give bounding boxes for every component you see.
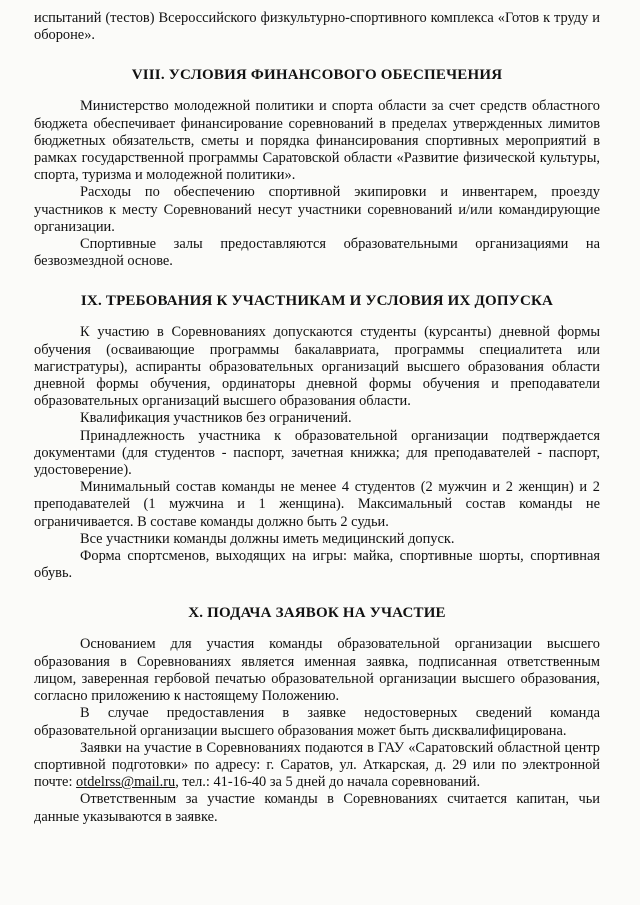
section-9-paragraph: К участию в Соревнованиях допускаются студенты (курсанты) дневной формы обучения (осваивающие программы бакалавриата, программы специалитета или магистратуры), аспиранты образовательных организаций высшего образования области дневной формы обучения, ординаторы дневной формы обучения и преподаватели образовательных организаций высшего образования области. bbox=[34, 324, 600, 410]
section-9-paragraph: Минимальный состав команды не менее 4 студентов (2 мужчин и 2 женщин) и 2 преподавателей (1 мужчина и 1 женщина). Максимальный состав команды не ограничивается. В составе команды должно быть 2 судьи. bbox=[34, 479, 600, 530]
email-link[interactable]: otdelrss@mail.ru bbox=[76, 774, 176, 791]
section-10-paragraph: В случае предоставления в заявке недостоверных сведений команда образовательной организации высшего образования может быть дисквалифицирована. bbox=[34, 705, 600, 739]
section-10-title: X. ПОДАЧА ЗАЯВОК НА УЧАСТИЕ bbox=[188, 605, 446, 622]
intro-continuation: испытаний (тестов) Всероссийского физкультурно-спортивного комплекса «Готов к труду и обороне». bbox=[34, 10, 600, 44]
section-9-paragraph: Все участники команды должны иметь медицинский допуск. bbox=[80, 530, 455, 547]
section-8-paragraph: Расходы по обеспечению спортивной экипировки и инвентарем, проезду участников к месту Соревнований несут участники соревнований и/или командирующие организации. bbox=[34, 184, 600, 235]
applications-paragraph bbox=[34, 740, 600, 792]
section-9-paragraph: Принадлежность участника к образовательной организации подтверждается документами (для студентов - паспорт, зачетная книжка; для преподавателей - паспорт, удостоверение). bbox=[34, 427, 600, 479]
applications-text: Заявки на участие в Соревнованиях подаются в ГАУ «Саратовский областной центр спортивной подготовки» по адресу: г. Саратов, ул. Аткарская, д. 29 или по электронной почте: bbox=[34, 739, 600, 791]
section-9-paragraph: Форма спортсменов, выходящих на игры: майка, спортивные шорты, спортивная обувь. bbox=[34, 548, 600, 582]
section-8-paragraph: Спортивные залы предоставляются образовательными организациями на безвозмездной основе. bbox=[34, 236, 600, 270]
applications-contact-text: , тел.: 41-16-40 за 5 дней до начала соревнований. bbox=[175, 774, 481, 791]
section-9-paragraph: Квалификация участников без ограничений. bbox=[80, 410, 352, 427]
section-8-paragraph: Министерство молодежной политики и спорта области за счет средств областного бюджета обеспечивает финансирование соревнований в пределах утвержденных лимитов бюджетных обязательств, сметы и порядка финансирования спортивных мероприятий в рамках государственной программы Саратовской области «Развитие физической культуры, спорта, туризма и молодежной политики». bbox=[34, 98, 600, 184]
section-8-title: VIII. УСЛОВИЯ ФИНАНСОВОГО ОБЕСПЕЧЕНИЯ bbox=[131, 67, 503, 84]
section-9-title: IX. ТРЕБОВАНИЯ К УЧАСТНИКАМ И УСЛОВИЯ ИХ ДОПУСКА bbox=[80, 293, 554, 310]
closing-paragraph: Ответственным за участие команды в Соревнованиях считается капитан, чьи данные указываются в заявке. bbox=[34, 791, 600, 825]
section-10-paragraph: Основанием для участия команды образовательной организации высшего образования в Соревнованиях является именная заявка, подписанная ответственным лицом, заверенная гербовой печатью образовательной организации высшего образования, согласно приложению к настоящему Положению. bbox=[34, 636, 600, 705]
